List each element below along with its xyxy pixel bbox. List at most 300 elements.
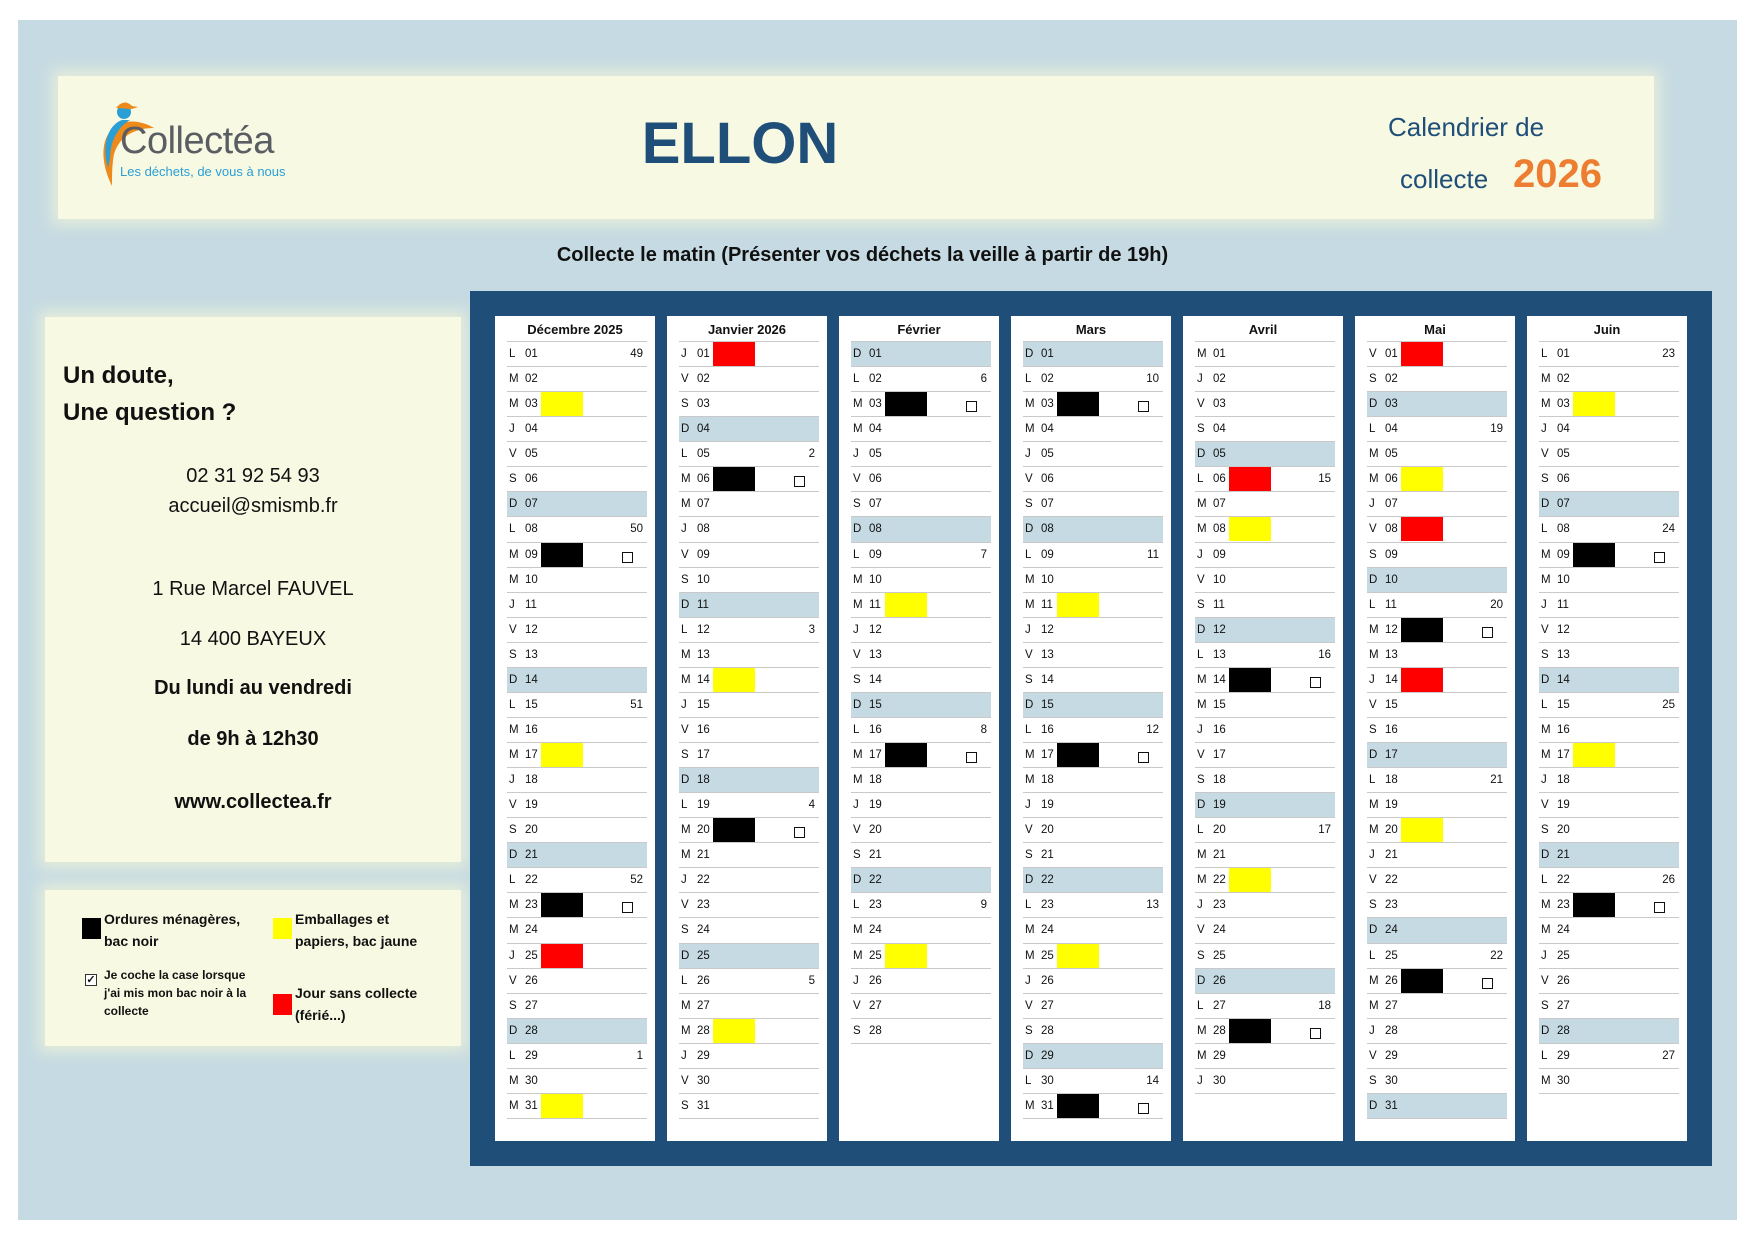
weekday-letter: V [1025, 824, 1033, 837]
day-row [1195, 366, 1335, 391]
day-number: 19 [525, 799, 538, 812]
day-number: 12 [1557, 623, 1570, 636]
collection-checkbox[interactable] [1138, 752, 1149, 763]
weekday-letter: V [1369, 1049, 1377, 1062]
day-row [507, 1068, 647, 1093]
day-row [507, 968, 647, 993]
day-number: 01 [1213, 348, 1226, 360]
weekday-letter: D [1369, 749, 1378, 761]
day-number: 27 [1041, 999, 1054, 1012]
day-number: 17 [697, 749, 710, 761]
day-row [1367, 993, 1507, 1018]
day-number: 09 [1557, 548, 1570, 561]
day-number: 09 [1041, 548, 1054, 561]
black-bin-marker [1057, 743, 1099, 767]
day-row [851, 366, 991, 391]
day-number: 06 [869, 473, 882, 486]
day-number: 10 [1557, 573, 1570, 586]
day-number: 20 [1385, 824, 1398, 837]
yellow-bin-marker [713, 1019, 755, 1043]
day-number: 17 [1557, 749, 1570, 761]
collection-checkbox[interactable] [794, 476, 805, 487]
sunday-row [1539, 667, 1679, 692]
day-number: 29 [1213, 1049, 1226, 1062]
day-number: 28 [869, 1024, 882, 1037]
weekday-letter: M [509, 373, 519, 386]
day-number: 21 [697, 849, 710, 862]
weekday-letter: S [681, 573, 689, 586]
weekday-letter: L [509, 1049, 516, 1062]
day-row [507, 943, 647, 968]
day-number: 06 [1385, 473, 1398, 486]
weekday-letter: L [1541, 874, 1548, 887]
day-row [679, 1093, 819, 1118]
day-number: 05 [1385, 448, 1398, 461]
weekday-letter: D [1025, 348, 1034, 360]
weekday-letter: M [1197, 1024, 1207, 1037]
weekday-letter: D [509, 498, 518, 511]
collection-checkbox[interactable] [1138, 1103, 1149, 1114]
weekday-letter: J [681, 874, 687, 887]
collection-checkbox[interactable] [1654, 902, 1665, 913]
weekday-letter: M [1541, 749, 1551, 761]
collection-checkbox[interactable] [1654, 552, 1665, 563]
sunday-row [1023, 341, 1163, 366]
sunday-row [1367, 742, 1507, 767]
day-number: 23 [869, 899, 882, 912]
day-number: 26 [869, 974, 882, 987]
city-address: 14 400 BAYEUX [179, 628, 327, 650]
day-number: 27 [869, 999, 882, 1012]
black-bin-marker [1229, 668, 1271, 692]
day-row [507, 366, 647, 391]
black-bin-marker [713, 818, 755, 842]
day-number: 22 [1385, 874, 1398, 887]
weekday-letter: D [853, 874, 862, 887]
day-number: 23 [1213, 899, 1226, 912]
sunday-row [1539, 1018, 1679, 1043]
collection-note: Collecte le matin (Présenter vos déchets la veille à partir de 19h) [556, 244, 1169, 266]
logo-wordmark: Collectéa [120, 120, 274, 162]
month-column [667, 316, 827, 1141]
day-number: 26 [1041, 974, 1054, 987]
day-number: 02 [697, 373, 710, 386]
website-link[interactable]: www.collectea.fr [174, 791, 332, 813]
weekday-letter: S [1025, 849, 1033, 862]
calendar-label-line1: Calendrier de [1388, 112, 1545, 142]
weekday-letter: M [853, 598, 863, 611]
street-address: 1 Rue Marcel FAUVEL [152, 578, 354, 600]
sunday-row [1195, 968, 1335, 993]
week-number: 50 [630, 523, 643, 536]
day-number: 03 [869, 398, 882, 411]
calendar-year: 2026 [1513, 152, 1602, 196]
day-number: 13 [697, 648, 710, 661]
day-number: 12 [1041, 623, 1054, 636]
sunday-row [507, 491, 647, 516]
day-number: 18 [525, 774, 538, 787]
weekday-letter: V [1025, 473, 1033, 486]
collection-checkbox[interactable] [1482, 978, 1493, 989]
weekday-letter: M [1541, 398, 1551, 411]
day-row [1195, 892, 1335, 917]
day-number: 11 [869, 598, 881, 611]
weekday-letter: M [853, 423, 863, 436]
weekday-letter: V [681, 548, 689, 561]
weekday-letter: L [509, 874, 516, 887]
day-number: 27 [1385, 999, 1398, 1012]
weekday-letter: S [853, 849, 861, 862]
day-row [1367, 516, 1507, 541]
day-number: 03 [1385, 398, 1398, 411]
day-number: 01 [1041, 348, 1054, 360]
weekday-letter: S [1369, 723, 1377, 736]
month-name: Janvier 2026 [707, 322, 787, 337]
weekday-letter: S [853, 498, 861, 511]
day-number: 22 [1557, 874, 1570, 887]
weekday-letter: M [509, 398, 519, 411]
day-row [851, 1018, 991, 1043]
day-row [1539, 542, 1679, 567]
day-number: 21 [1557, 849, 1570, 862]
day-row [1023, 542, 1163, 567]
day-row [1195, 491, 1335, 516]
weekday-letter: M [1369, 448, 1379, 461]
week-number: 16 [1318, 648, 1331, 661]
day-number: 27 [697, 999, 710, 1012]
day-row [851, 642, 991, 667]
black-bin-swatch [82, 918, 101, 939]
day-row [1367, 1018, 1507, 1043]
weekday-letter: M [681, 473, 691, 486]
weekday-letter: M [1197, 874, 1207, 887]
weekday-letter: J [1369, 849, 1375, 862]
day-row [507, 717, 647, 742]
weekday-letter: M [681, 849, 691, 862]
weekday-letter: L [1541, 348, 1548, 360]
black-bin-marker [541, 893, 583, 917]
legend-check-label: Je coche la case lorsque j'ai mis mon bac noir à la collecte [104, 968, 247, 1018]
weekday-letter: J [1197, 723, 1203, 736]
calendar-panel [470, 291, 1712, 1166]
day-number: 27 [525, 999, 538, 1012]
black-bin-marker [1057, 392, 1099, 416]
sunday-row [1367, 1093, 1507, 1118]
day-row [507, 441, 647, 466]
day-number: 02 [525, 373, 538, 386]
day-number: 11 [697, 598, 709, 611]
yellow-bin-marker [1057, 593, 1099, 617]
day-number: 14 [1385, 673, 1398, 686]
weekday-letter: M [1369, 974, 1379, 987]
day-row [1195, 1018, 1335, 1043]
weekday-letter: L [1025, 373, 1032, 386]
weekday-letter: S [1369, 899, 1377, 912]
day-number: 20 [525, 824, 538, 837]
weekday-letter: D [1025, 874, 1034, 887]
collection-checkbox[interactable] [622, 552, 633, 563]
weekday-letter: M [1025, 598, 1035, 611]
day-number: 07 [1041, 498, 1054, 511]
day-row [851, 617, 991, 642]
day-row [679, 491, 819, 516]
sunday-row [679, 943, 819, 968]
weekday-letter: V [1025, 999, 1033, 1012]
weekday-letter: M [1541, 899, 1551, 912]
day-number: 01 [1557, 348, 1570, 360]
day-row [679, 993, 819, 1018]
day-number: 23 [1041, 899, 1054, 912]
black-bin-marker [1573, 893, 1615, 917]
month-name: Juin [1593, 322, 1621, 337]
day-number: 22 [525, 874, 538, 887]
day-number: 11 [1041, 598, 1053, 611]
yellow-bin-marker [1401, 818, 1443, 842]
day-row [1023, 391, 1163, 416]
month-name: Mars [1075, 322, 1107, 337]
day-number: 05 [869, 448, 882, 461]
day-row [851, 592, 991, 617]
day-row [679, 892, 819, 917]
weekday-letter: D [681, 949, 690, 962]
weekday-letter: S [1369, 373, 1377, 386]
day-row [1195, 742, 1335, 767]
day-number: 14 [1213, 673, 1226, 686]
weekday-letter: V [1197, 749, 1205, 761]
day-row [1195, 542, 1335, 567]
holiday-marker [541, 944, 583, 968]
day-number: 07 [1213, 498, 1226, 511]
day-row [679, 968, 819, 993]
weekday-letter: M [1197, 523, 1207, 536]
collection-checkbox[interactable] [794, 827, 805, 838]
day-row [507, 341, 647, 366]
day-number: 14 [525, 673, 538, 686]
month-column [495, 316, 655, 1141]
day-row [851, 441, 991, 466]
black-bin-marker [541, 543, 583, 567]
day-number: 13 [869, 648, 882, 661]
day-row [1539, 767, 1679, 792]
weekday-letter: S [1025, 673, 1033, 686]
yellow-bin-marker [541, 392, 583, 416]
day-number: 07 [697, 498, 710, 511]
day-number: 25 [1557, 949, 1570, 962]
sunday-row [1023, 692, 1163, 717]
black-bin-marker [713, 467, 755, 491]
day-number: 19 [1213, 799, 1226, 812]
weekday-letter: L [681, 448, 688, 461]
weekday-letter: J [853, 448, 859, 461]
day-number: 29 [525, 1049, 538, 1062]
weekday-letter: S [1541, 473, 1549, 486]
day-row [1195, 767, 1335, 792]
weekday-letter: M [1541, 924, 1551, 937]
yellow-bin-marker [885, 593, 927, 617]
day-number: 18 [697, 774, 710, 787]
weekday-letter: M [1197, 673, 1207, 686]
day-row [1367, 366, 1507, 391]
weekday-letter: S [1197, 949, 1205, 962]
weekday-letter: V [853, 824, 861, 837]
day-row [1023, 792, 1163, 817]
day-row [679, 692, 819, 717]
weekday-letter: J [1197, 1074, 1203, 1087]
day-number: 28 [525, 1024, 538, 1037]
weekday-letter: J [1541, 774, 1547, 787]
weekday-letter: J [1197, 373, 1203, 386]
collection-checkbox[interactable] [622, 902, 633, 913]
day-row [507, 516, 647, 541]
day-row [1367, 867, 1507, 892]
weekday-letter: D [681, 423, 690, 436]
legend-red-label: Jour sans collecte (férié...) [295, 985, 418, 1023]
week-number: 3 [808, 623, 815, 636]
collection-checkbox[interactable] [1482, 627, 1493, 638]
day-number: 08 [869, 523, 882, 536]
day-number: 02 [869, 373, 882, 386]
day-row [1023, 667, 1163, 692]
collection-checkbox[interactable] [1138, 401, 1149, 412]
day-row [1195, 817, 1335, 842]
weekday-letter: V [853, 473, 861, 486]
day-number: 08 [1557, 523, 1570, 536]
weekday-letter: M [1197, 698, 1207, 711]
day-row [851, 717, 991, 742]
day-row [1023, 416, 1163, 441]
day-number: 07 [869, 498, 882, 511]
day-row [679, 1043, 819, 1068]
weekday-letter: M [1197, 1049, 1207, 1062]
day-row [1367, 416, 1507, 441]
day-row [1367, 542, 1507, 567]
weekday-letter: V [1541, 799, 1549, 812]
weekday-letter: L [1541, 1049, 1548, 1062]
collection-checkbox[interactable] [966, 401, 977, 412]
weekday-letter: J [853, 974, 859, 987]
sunday-row [1195, 792, 1335, 817]
day-row [1023, 617, 1163, 642]
day-row [1023, 441, 1163, 466]
day-row [851, 993, 991, 1018]
day-row [1539, 391, 1679, 416]
weekday-letter: J [1369, 673, 1375, 686]
day-row [1539, 968, 1679, 993]
day-row [851, 767, 991, 792]
day-number: 17 [525, 749, 538, 761]
weekday-letter: L [681, 799, 688, 812]
day-number: 09 [525, 548, 538, 561]
day-number: 27 [1557, 999, 1570, 1012]
week-number: 1 [636, 1049, 643, 1062]
day-number: 12 [869, 623, 882, 636]
sunday-row [679, 767, 819, 792]
day-number: 29 [1557, 1049, 1570, 1062]
day-row [851, 542, 991, 567]
day-number: 23 [1557, 899, 1570, 912]
weekday-letter: L [509, 348, 516, 360]
day-row [679, 441, 819, 466]
day-number: 03 [1041, 398, 1054, 411]
page-title: ELLON [641, 111, 839, 176]
day-number: 06 [1041, 473, 1054, 486]
day-row [507, 993, 647, 1018]
weekday-letter: L [1197, 824, 1204, 837]
day-number: 17 [1041, 749, 1054, 761]
week-number: 23 [1662, 348, 1675, 360]
day-number: 10 [697, 573, 710, 586]
sunday-row [851, 692, 991, 717]
red-holiday-swatch [273, 994, 292, 1015]
weekday-letter: J [1541, 949, 1547, 962]
day-row [1539, 592, 1679, 617]
day-number: 28 [1213, 1024, 1226, 1037]
day-row [1023, 567, 1163, 592]
day-row [679, 542, 819, 567]
black-bin-marker [885, 743, 927, 767]
day-number: 16 [697, 723, 710, 736]
day-number: 25 [1041, 949, 1054, 962]
day-row [679, 516, 819, 541]
day-number: 31 [1385, 1099, 1398, 1112]
weekday-letter: V [1541, 623, 1549, 636]
black-bin-marker [1229, 1019, 1271, 1043]
collection-checkbox[interactable] [1310, 1028, 1321, 1039]
sunday-row [1023, 1043, 1163, 1068]
day-row [679, 717, 819, 742]
weekday-letter: M [681, 999, 691, 1012]
weekday-letter: M [509, 1099, 519, 1112]
weekday-letter: M [509, 1074, 519, 1087]
weekday-letter: M [1369, 799, 1379, 812]
collection-checkbox[interactable] [966, 752, 977, 763]
week-number: 13 [1146, 899, 1159, 912]
day-number: 04 [1213, 423, 1226, 436]
sunday-row [1367, 391, 1507, 416]
weekday-letter: M [509, 573, 519, 586]
day-number: 03 [697, 398, 710, 411]
day-row [1539, 617, 1679, 642]
day-row [1023, 943, 1163, 968]
weekday-letter: L [853, 373, 860, 386]
weekday-letter: J [1025, 799, 1031, 812]
day-row [851, 968, 991, 993]
day-row [679, 466, 819, 491]
sunday-row [851, 867, 991, 892]
day-row [507, 466, 647, 491]
weekday-letter: M [1025, 423, 1035, 436]
day-number: 02 [1041, 373, 1054, 386]
weekday-letter: S [1541, 648, 1549, 661]
row-divider [679, 1118, 819, 1119]
day-row [1367, 466, 1507, 491]
black-bin-marker [1573, 543, 1615, 567]
weekday-letter: M [853, 924, 863, 937]
day-row [507, 391, 647, 416]
day-number: 01 [525, 348, 538, 360]
weekday-letter: M [853, 949, 863, 962]
row-divider [507, 1118, 647, 1119]
day-row [851, 892, 991, 917]
day-row [1367, 943, 1507, 968]
day-row [679, 617, 819, 642]
day-number: 21 [1213, 849, 1226, 862]
weekday-letter: L [681, 974, 688, 987]
day-number: 15 [1385, 698, 1398, 711]
weekday-letter: M [1025, 924, 1035, 937]
row-divider [1195, 1093, 1335, 1094]
collection-checkbox[interactable] [1310, 677, 1321, 688]
